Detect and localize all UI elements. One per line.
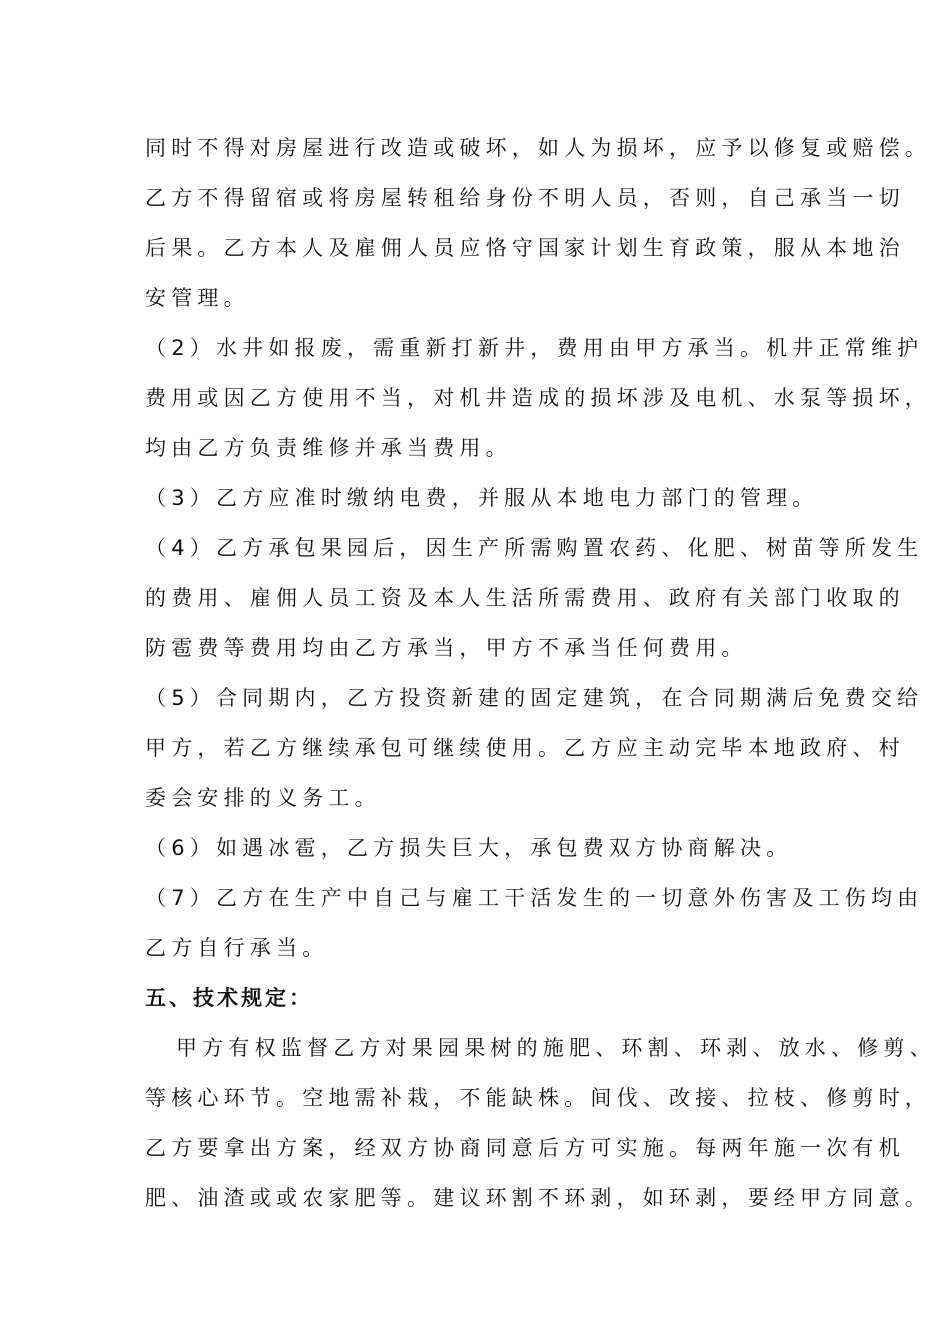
- text-line: 安管理。: [145, 286, 250, 310]
- text-line: 同时不得对房屋进行改造或破坏，如人为损坏，应予以修复或赔偿。: [145, 136, 931, 160]
- text-line: 等核心环节。空地需补栽，不能缺株。间伐、改接、拉枝、修剪时，: [145, 1086, 931, 1110]
- text-line: 均由乙方负责维修并承当费用。: [145, 436, 512, 460]
- text-line: 肥、油渣或或农家肥等。建议环割不环剥，如环剥，要经甲方同意。: [145, 1186, 931, 1210]
- text-line: 甲方，若乙方继续承包可继续使用。乙方应主动完毕本地政府、村: [145, 736, 905, 760]
- clause-5-line: （5）合同期内，乙方投资新建的固定建筑，在合同期满后免费交给: [145, 686, 924, 710]
- clause-2-line: （2）水井如报废，需重新打新井，费用由甲方承当。机井正常维护: [145, 336, 924, 360]
- text-line: 费用或因乙方使用不当，对机井造成的损坏涉及电机、水泵等损坏，: [145, 386, 931, 410]
- section-heading: 五、技术规定：: [145, 986, 313, 1010]
- clause-3-line: （3）乙方应准时缴纳电费，并服从本地电力部门的管理。: [145, 486, 819, 510]
- clause-4-line: （4）乙方承包果园后，因生产所需购置农药、化肥、树苗等所发生: [145, 536, 924, 560]
- paragraph-first-line: 甲方有权监督乙方对果园果树的施肥、环割、环剥、放水、修剪、: [176, 1036, 936, 1060]
- text-line: 的费用、雇佣人员工资及本人生活所需费用、政府有关部门收取的: [145, 586, 905, 610]
- text-line: 委会安排的义务工。: [145, 786, 381, 810]
- text-line: 乙方不得留宿或将房屋转租给身份不明人员，否则，自己承当一切: [145, 186, 905, 210]
- clause-6-line: （6）如遇冰雹，乙方损失巨大，承包费双方协商解决。: [145, 836, 793, 860]
- text-line: 乙方自行承当。: [145, 936, 329, 960]
- text-line: 防雹费等费用均由乙方承当，甲方不承当任何费用。: [145, 636, 748, 660]
- clause-7-line: （7）乙方在生产中自己与雇工干活发生的一切意外伤害及工伤均由: [145, 886, 924, 910]
- text-line: 后果。乙方本人及雇佣人员应恪守国家计划生育政策，服从本地治: [145, 236, 905, 260]
- text-line: 乙方要拿出方案，经双方协商同意后方可实施。每两年施一次有机: [145, 1136, 905, 1160]
